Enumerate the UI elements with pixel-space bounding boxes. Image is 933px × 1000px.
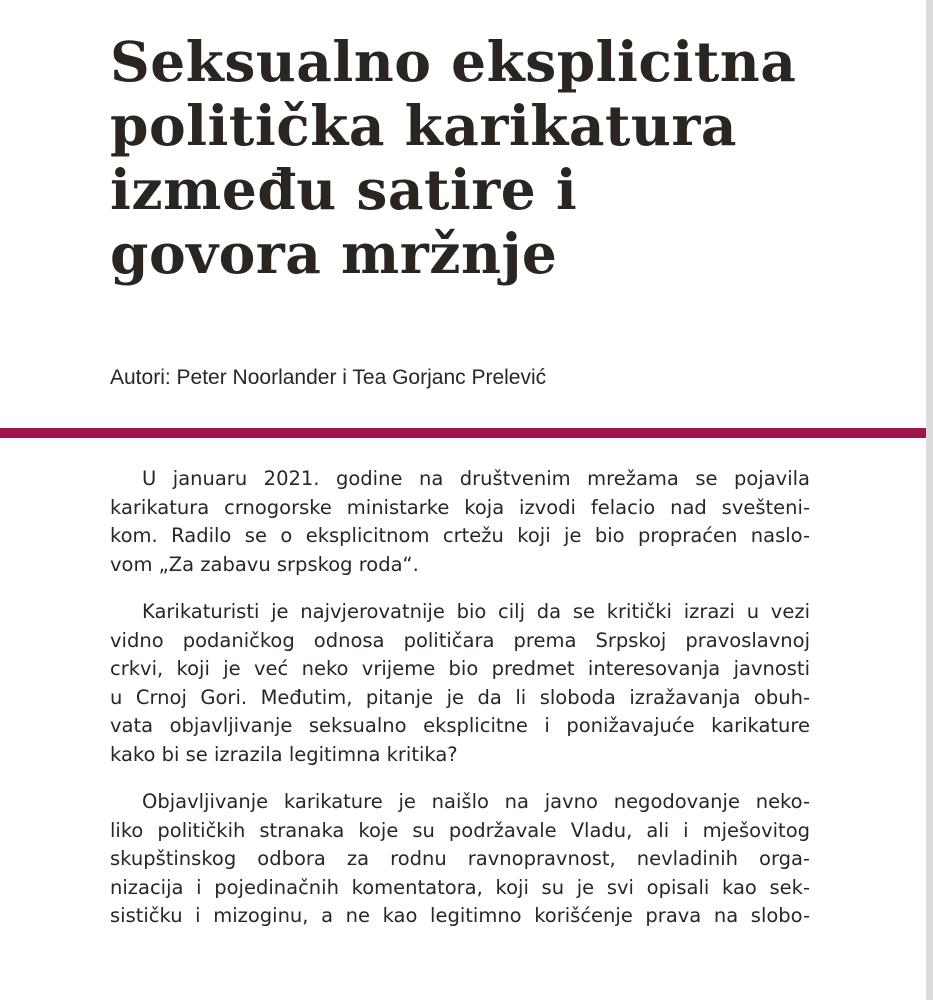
text-line: vom „Za zabavu srpskog roda“. [110,552,419,576]
article-title [110,30,870,286]
paragraph [110,465,810,579]
paragraph [110,788,810,931]
text-line: u Crnoj Gori. Međutim, pitanje je da li sloboda izražavanja obuh- [110,685,810,709]
divider-rule [0,428,926,438]
title-line: politička karikatura [110,93,737,158]
paragraph [110,598,810,769]
text-line: Objavljivanje karikature je naišlo na javno negodovanje neko- [142,790,810,813]
text-line: sističku i mizoginu, a ne kao legitimno korišćenje prava na slobo- [110,904,810,927]
text-line: karikatura crnogorske ministarke koja izvodi felacio nad svešteni- [110,495,810,519]
title-line: između satire i [110,157,578,222]
article-body [110,465,810,950]
text-line: kom. Radilo se o eksplicitnom crtežu koji je bio propraćen naslo- [110,524,810,547]
page-edge [926,0,933,1000]
authors-line: Autori: Peter Noorlander i Tea Gorjanc Prelević [110,366,547,389]
text-line: skupštinskog odbora za rodnu ravnopravnost, nevladinih orga- [110,847,810,870]
text-line: Karikaturisti je najvjerovatnije bio cilj da se kritički izrazi u vezi [142,600,810,623]
text-line: vidno podaničkog odnosa političara prema Srpskoj pravoslavnoj [110,628,810,652]
text-line: crkvi, koji je već neko vrijeme bio predmet interesovanja javnosti [110,657,810,680]
text-line: vata objavljivanje seksualno eksplicitne i ponižavajuće karikature [110,714,810,737]
text-line: liko političkih stranaka koje su podržavale Vladu, ali i mješovitog [110,818,810,842]
text-line: U januaru 2021. godine na društvenim mrežama se pojavila [142,467,810,490]
title-line: Seksualno eksplicitna [110,29,797,94]
title-line: govora mržnje [110,221,558,286]
text-line: kako bi se izrazila legitimna kritika? [110,742,458,766]
text-line: nizacija i pojedinačnih komentatora, koji su je svi opisali kao sek- [110,875,810,899]
